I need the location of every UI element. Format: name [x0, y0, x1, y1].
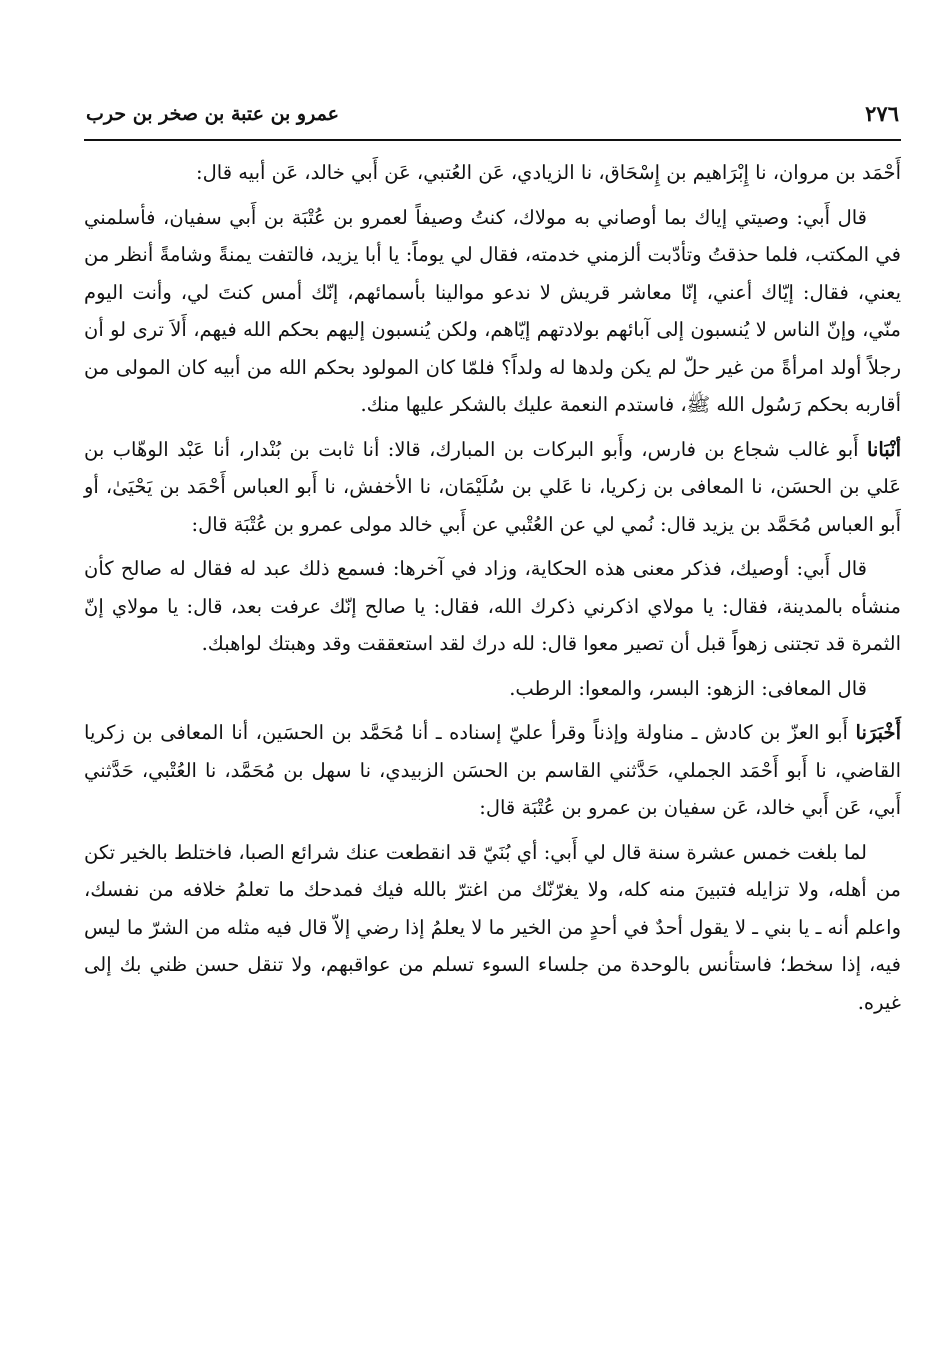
paragraph-text: أَحْمَد بن مروان، نا إِبْرَاهيم بن إِسْحَاق، نا الزيادي، عَن العُتبي، عَن أَبي خالد، عَن أبيه قال: [196, 161, 901, 184]
paragraph-isnad-2 [84, 431, 901, 544]
paragraph-text: أَبو العزّ بن كادش ـ مناولة وإذناً وقرأ عليّ إسناده ـ أنا مُحَمَّد بن الحسَين، أنا المعافى بن زكريا القاضي، نا أَبو أَحْمَد الجملي، حَدَّثني القاسم بن الحسَن الزبيدي، نا سهل بن مُحَمَّد، نا العُتْبي، حَدَّثني أَبي، عَن أَبي خالد، عَن سفيان بن عمرو بن عُتْبَة قال: [84, 721, 901, 819]
paragraph-text: أَبو غالب شجاع بن فارس، وأَبو البركات بن المبارك، قالا: أنا ثابت بن بُنْدار، أنا عَبْد الوهّاب بن عَلي بن الحسَن، نا المعافى بن زكريا، نا عَلي بن سُلَيْمَان، نا الأخفش، نا أَبو العباس أَحْمَد بن يَحْيَىٰ، أو أَبو العباس مُحَمَّد بن يزيد قال: نُمي لي عن العُتْبي عن أَبي خالد مولى عمرو بن عُتْبَة قال: [84, 437, 901, 536]
paragraph-story [84, 550, 901, 663]
header-divider [84, 139, 901, 141]
running-title: عمرو بن عتبة بن صخر بن حرب [86, 103, 339, 125]
paragraph-text: لما بلغت خمس عشرة سنة قال لي أَبي: أي بُنَيّ قد انقطعت عنك شرائع الصبا، فاختلط بالخير تكن من أهله، ولا تزايله فتبينَ منه كله، ولا يغرّنّك من اغترّ بالله فيك فمدحك ما تعلمُ خلافه من نفسك، واعلم أنه ـ يا بني ـ لا يقول أحدٌ في أحدٍ من الخير ما لا يعلمُ إذا رضي إلاّ قال فيه مثله من الشرّ ما ليس فيه، إذا سخط؛ فاستأنس بالوحدة من جلساء السوء تسلم من عواقبهم، ولا تنقل حسن ظني بك إلى غيره. [84, 840, 901, 1014]
page-number: ٢٧٦ [865, 101, 899, 126]
paragraph-advice [84, 199, 901, 424]
paragraph-gloss [84, 670, 901, 708]
paragraph-father-advice [84, 834, 901, 1022]
paragraph-text: قال أَبي: أوصيك، فذكر معنى هذه الحكاية، وزاد في آخرها: فسمع ذلك عبد له فقال له صالح كأن منشأه بالمدينة، فقال: يا مولاي اذكرني ذكرك الله، فقال: يا صالح إنّك عرفت بعد، قال: يا مولاي إنّ الثمرة قد تجتنى زهواً قبل أن تصير معوا قال: لله درك لقد استعققت وقد وهبتك لواهبك. [84, 557, 901, 655]
paragraph-text: قال أَبي: وصيتي إياك بما أوصاني به مولاك، كنتُ وصيفاً لعمرو بن عُتْبَة بن أَبي سفيان، فأسلمني في المكتب، فلما حذقتُ وتأدّبت ألزمني خدمته، فقال لي يوماً: يا أبا يزيد، فالتفت يمنةً وشامةً أنظر من يعني، فقال: إيّاك أعني، إنّا معاشر قريش لا ندعو موالينا بأسمائهم، إنّك أمس كنتَ لي، وأنت اليوم منّي، وإنّ الناس لا يُنسبون إلى آبائهم بولادتهم إيّاهم، ولكن يُنسبون إليهم بحكم الله فيهم، أَلاَ ترى لو أن رجلاً أولد امرأةً من غير حلّ لم يكن ولدها له ولداً؟ فلمّا كان المولود بحكم الله من أبيه كان المولى من أقاربه بحكم رَسُول الله ﷺ، فاستدم النعمة عليك بالشكر عليها منك. [84, 205, 901, 416]
paragraph-text: قال المعافى: الزهو: البسر، والمعوا: الرطب. [509, 676, 867, 700]
paragraph-isnad-1 [84, 154, 901, 192]
paragraph-isnad-3 [84, 714, 901, 827]
paragraph-lead-word: أَخْبَرَنا [855, 721, 901, 744]
page-header [84, 97, 901, 137]
paragraph-lead-word: أنْبَانا [866, 437, 901, 461]
body-text [84, 154, 901, 1028]
